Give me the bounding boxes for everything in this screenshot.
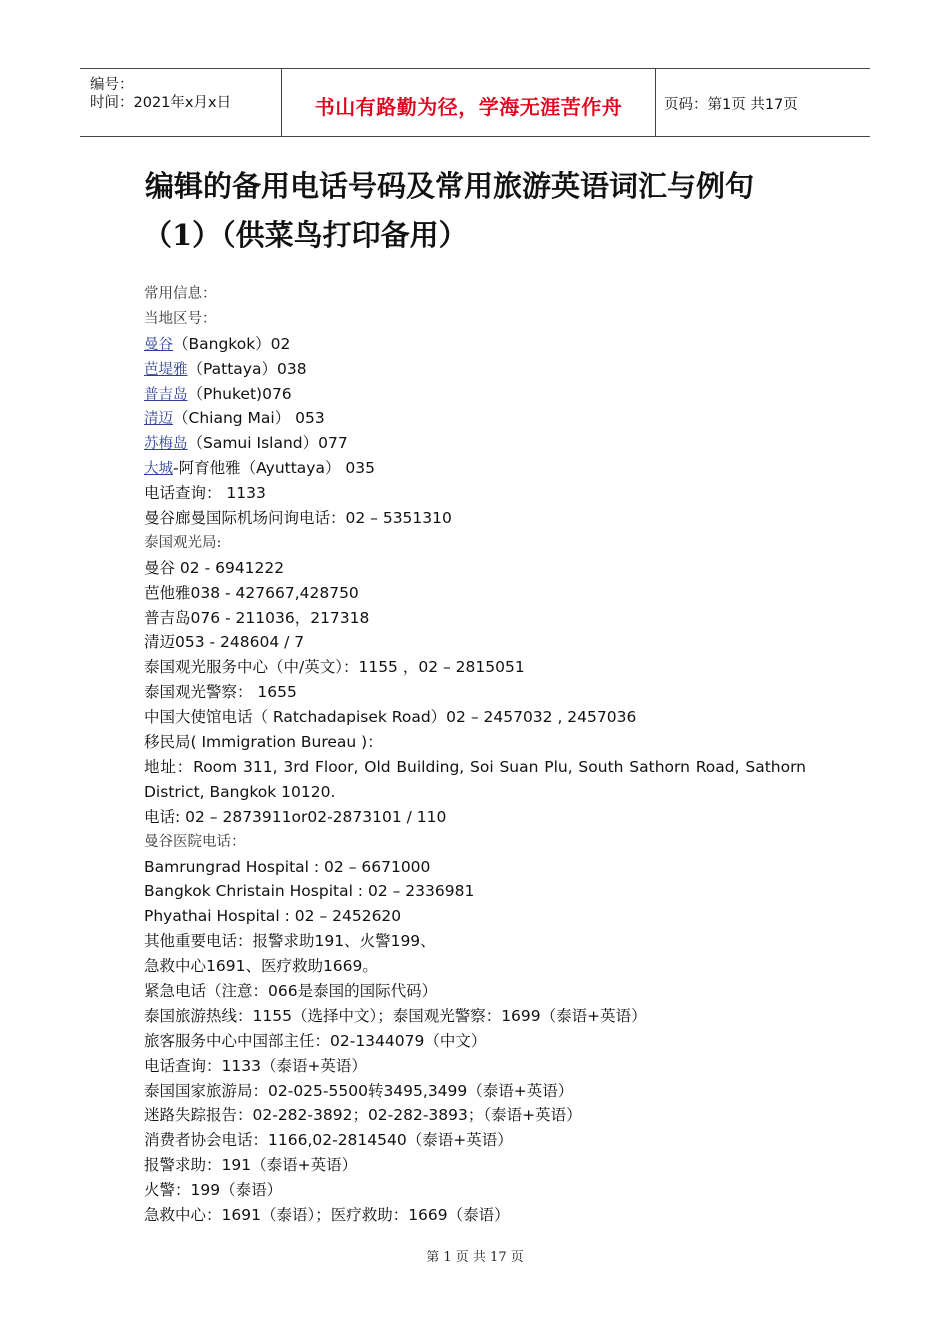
area-code-text: （Pattaya）038 (187, 359, 307, 378)
immigration-address: 地址：Room 311, 3rd Floor, Old Building, Soi Suan Plu, South Sathorn Road, Sathorn District, Bangkok 10120. (144, 757, 806, 801)
traveler-service-line: 旅客服务中心中国部主任：02-1344079（中文） (144, 1031, 487, 1050)
area-code-text: -阿育他雅（Ayuttaya） 035 (173, 459, 375, 478)
area-code-row (144, 431, 806, 456)
page-footer: 第 1 页 共 17 页 (426, 1250, 524, 1265)
document-title (145, 162, 825, 260)
area-link-chiang-mai[interactable]: 清迈 (144, 411, 173, 428)
immigration-heading: 移民局( Immigration Bureau )： (144, 733, 383, 752)
header-meta-cell (80, 69, 281, 136)
tourist-police-line: 泰国观光警察： 1655 (144, 683, 297, 702)
immigration-phone-line: 电话: 02 – 2873911or02-2873101 / 110 (144, 807, 447, 826)
section-heading-area-codes: 当地区号： (144, 310, 217, 327)
header-page-info: 页码：第1页 共17页 (664, 97, 798, 113)
area-code-text: （Samui Island）077 (187, 434, 348, 453)
national-tourism-line: 泰国国家旅游局：02-025-5500转3495,3499（泰语+英语） (144, 1081, 574, 1100)
area-code-text: （Phuket)076 (187, 384, 292, 403)
phone-inquiry-line-2: 电话查询：1133（泰语+英语） (144, 1056, 367, 1075)
other-important-numbers-line: 其他重要电话：报警求助191、火警199、 (144, 932, 436, 951)
header-slogan: 书山有路勤为径，学海无涯苦作舟 (314, 95, 623, 119)
area-link-ayutthaya[interactable]: 大城 (144, 461, 173, 478)
tat-bangkok-line: 曼谷 02 - 6941222 (144, 558, 285, 577)
hospital-bangkok-christian-line: Bangkok Christain Hospital : 02 – 2336981 (144, 882, 475, 901)
tat-chiang-mai-line: 清迈053 - 248604 / 7 (144, 633, 305, 652)
medical-line: 急救中心：1691（泰语）；医疗救助：1669（泰语） (144, 1205, 510, 1224)
area-link-samui[interactable]: 苏梅岛 (144, 436, 188, 453)
phone-inquiry-line: 电话查询： 1133 (144, 484, 266, 503)
area-code-row (144, 406, 806, 431)
area-link-pattaya[interactable]: 芭堤雅 (144, 361, 188, 378)
airport-inquiry-line: 曼谷廊曼国际机场问询电话：02 – 5351310 (144, 509, 452, 528)
document-time-label: 时间：2021年x月x日 (90, 95, 232, 111)
header-page-cell (655, 69, 870, 136)
header-slogan-cell (281, 69, 656, 136)
hospital-phyathai-line: Phyathai Hospital : 02 – 2452620 (144, 907, 402, 926)
title-line-1: 编辑的备用电话号码及常用旅游英语词汇与例句 (145, 169, 755, 203)
tourism-hotline-line: 泰国旅游热线：1155（选择中文）；泰国观光警察：1699（泰语+英语） (144, 1006, 647, 1025)
area-code-row (144, 382, 806, 407)
tourism-authority-heading: 泰国观光局: (144, 534, 222, 551)
consumer-association-line: 消费者协会电话：1166,02-2814540（泰语+英语） (144, 1131, 513, 1150)
section-heading-common-info: 常用信息： (144, 286, 217, 302)
area-link-phuket[interactable]: 普吉岛 (144, 386, 188, 403)
document-body (144, 282, 806, 1228)
tat-phuket-line: 普吉岛076 - 211036，217318 (144, 608, 370, 627)
area-code-row (144, 456, 806, 481)
emergency-note-line: 紧急电话（注意：066是泰国的国际代码） (144, 981, 438, 1000)
page-header (80, 68, 870, 137)
title-line-2: （1）（供菜鸟打印备用） (143, 218, 468, 252)
area-link-bangkok[interactable]: 曼谷 (144, 336, 173, 353)
fire-line: 火警：199（泰语） (144, 1181, 283, 1200)
tourist-service-center-line: 泰国观光服务中心（中/英文）：1155 ，02 – 2815051 (144, 658, 525, 677)
area-code-row (144, 357, 806, 382)
tat-pattaya-line: 芭他雅038 - 427667,428750 (144, 583, 359, 602)
document-number-label: 编号： (90, 77, 134, 93)
chinese-embassy-line: 中国大使馆电话（ Ratchadapisek Road）02 – 2457032 , 2457036 (144, 708, 637, 727)
area-code-text: （Chiang Mai） 053 (173, 409, 325, 428)
hospital-heading: 曼谷医院电话： (144, 833, 246, 850)
hospital-bamrungrad-line: Bamrungrad Hospital : 02 – 6671000 (144, 857, 431, 876)
emergency-center-line: 急救中心1691、医疗救助1669。 (144, 957, 378, 976)
missing-report-line: 迷路失踪报告：02-282-3892；02-282-3893；（泰语+英语） (144, 1106, 582, 1125)
police-line: 报警求助：191（泰语+英语） (144, 1156, 358, 1175)
area-code-text: （Bangkok）02 (173, 334, 291, 353)
area-code-row (144, 332, 806, 357)
